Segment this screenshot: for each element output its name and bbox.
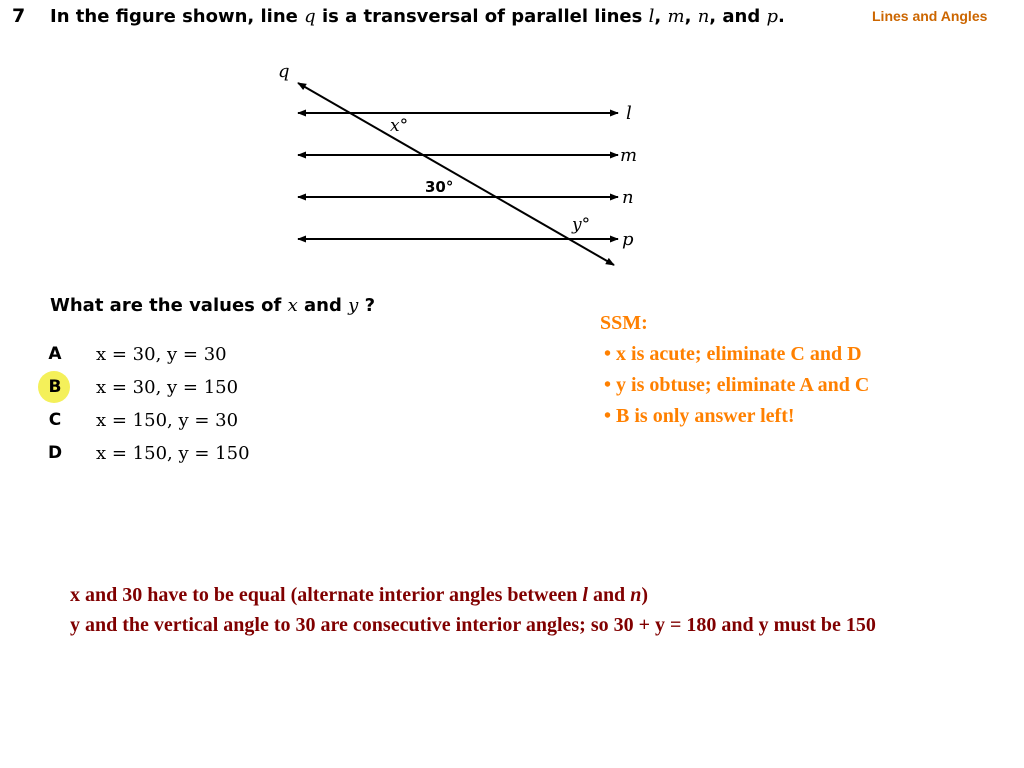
explanation-text: ) — [641, 584, 648, 606]
var-n: n — [697, 6, 710, 27]
var-p: p — [766, 6, 779, 27]
ssm-title: SSM: — [600, 312, 648, 334]
question-text-part: is a transversal of parallel lines — [315, 6, 649, 27]
prompt-text-part: ? — [358, 295, 376, 316]
option-value: x = 150, y = 30 — [96, 410, 239, 431]
bullet-text: y is obtuse; eliminate A and C — [616, 374, 870, 396]
label-q: q — [278, 61, 290, 82]
option-letter: B — [48, 377, 62, 397]
question-text-part: In the figure shown, line — [50, 6, 305, 27]
question-prompt — [50, 295, 375, 316]
option-value: x = 30, y = 150 — [96, 377, 239, 398]
bullet-mark: • — [604, 343, 612, 365]
question-number: 7 — [12, 5, 26, 27]
separator: , — [684, 6, 698, 27]
prompt-text-part: What are the values of — [50, 295, 288, 316]
explanation-line-1 — [70, 580, 970, 610]
question-text — [50, 6, 785, 27]
option-value: x = 30, y = 30 — [96, 344, 227, 365]
explanation-text: x and 30 have to be equal (alternate interior angles between — [70, 584, 583, 606]
line-q — [298, 83, 614, 265]
option-a[interactable] — [40, 340, 300, 370]
separator: , and — [709, 6, 767, 27]
ssm-bullet — [600, 370, 869, 401]
bullet-text: x is acute; eliminate C and D — [616, 343, 862, 365]
explanation-line-2: y and the vertical angle to 30 are consecutive interior angles; so 30 + y = 180 and y must be 150 — [70, 614, 876, 636]
label-n: n — [622, 187, 634, 208]
option-c[interactable] — [40, 406, 300, 436]
end-period: . — [778, 6, 785, 27]
angle-y-label: y° — [572, 215, 591, 235]
label-m: m — [620, 145, 638, 166]
option-letter: A — [48, 344, 62, 364]
ssm-bullet — [600, 401, 869, 432]
label-p: p — [622, 229, 634, 250]
transversal-figure — [270, 55, 650, 275]
bullet-text: B is only answer left! — [616, 405, 795, 427]
var-n: n — [630, 584, 642, 606]
bullet-mark: • — [604, 405, 612, 427]
label-l: l — [626, 103, 632, 124]
angle-x-label: x° — [390, 116, 409, 136]
explanation-text: and — [587, 584, 631, 606]
var-x: x — [287, 295, 298, 316]
option-b[interactable] — [40, 373, 300, 403]
slide-topic-label: Lines and Angles — [872, 8, 988, 24]
ssm-bullet — [600, 339, 869, 370]
bullet-mark: • — [604, 374, 612, 396]
separator: , — [654, 6, 668, 27]
angle-30-label: 30° — [425, 178, 454, 196]
explanation — [70, 580, 970, 640]
var-y: y — [348, 295, 359, 316]
option-d[interactable] — [40, 439, 300, 469]
var-q: q — [304, 6, 316, 27]
var-m: m — [667, 6, 685, 27]
ssm-notes — [600, 308, 869, 432]
option-letter: C — [48, 410, 62, 430]
var-l: l — [648, 6, 655, 27]
option-value: x = 150, y = 150 — [96, 443, 250, 464]
option-letter: D — [47, 443, 63, 463]
prompt-text-part: and — [297, 295, 349, 316]
var-l: l — [582, 584, 588, 606]
